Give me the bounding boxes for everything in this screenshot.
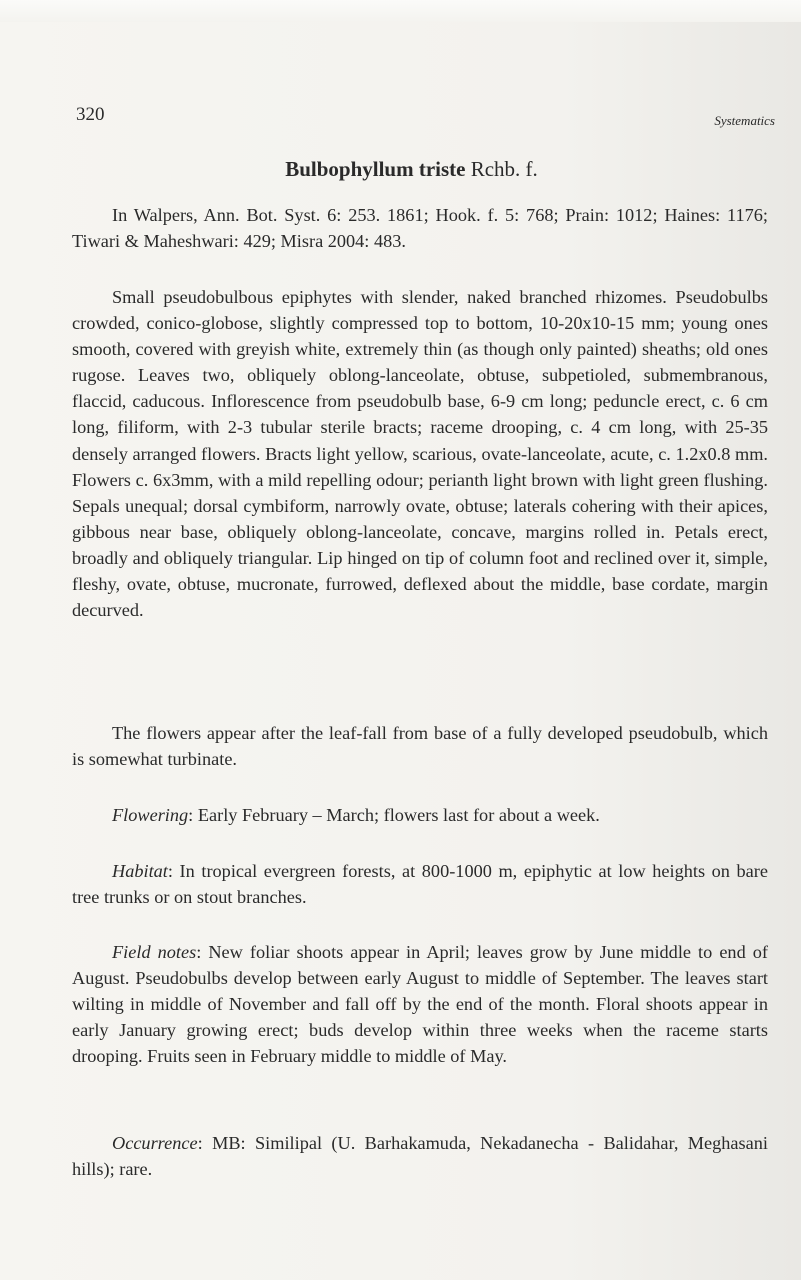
- citation-paragraph: In Walpers, Ann. Bot. Syst. 6: 253. 1861; Hook. f. 5: 768; Prain: 1012; Haines: 1176; Tiwari & Maheshwari: 429; Misra 2004: 483.: [72, 205, 768, 252]
- occurrence-text: : MB: Similipal (U. Barhakamuda, Nekadanecha - Balidahar, Meghasani hills); rare.: [72, 1133, 768, 1180]
- habitat-paragraph: [72, 858, 768, 910]
- field-notes-paragraph: [72, 939, 768, 1069]
- flowering-paragraph: [72, 802, 768, 828]
- species-authority: Rchb. f.: [465, 157, 538, 181]
- running-head: Systematics: [714, 113, 775, 128]
- page-number: 320: [76, 104, 105, 125]
- occurrence-paragraph: [72, 1130, 768, 1182]
- page-top-edge: [0, 0, 801, 22]
- field-notes-text: : New foliar shoots appear in April; leaves grow by June middle to end of August. Pseudobulbs develop between early August to middle of September. The leaves start wilting in middle of November and fall off by the end of the month. Floral shoots appear in early January growing erect; buds develop within three weeks when the raceme starts drooping. Fruits seen in February middle to middle of May.: [72, 942, 768, 1067]
- species-title: [0, 157, 801, 182]
- habitat-label: Habitat: [112, 861, 168, 881]
- field-notes-label: Field notes: [112, 942, 197, 962]
- occurrence-label: Occurrence: [112, 1133, 198, 1153]
- description-paragraph: Small pseudobulbous epiphytes with slender, naked branched rhizomes. Pseudobulbs crowded, conico-globose, slightly compressed top to bottom, 10-20x10-15 mm; young ones smooth, covered with greyish white, extremely thin (as though only painted) sheaths; old ones rugose. Leaves two, obliquely oblong-lanceolate, obtuse, subpetioled, submembranous, flaccid, caducous. Inflorescence from pseudobulb base, 6-9 cm long; peduncle erect, c. 6 cm long, filiform, with 2-3 tubular sterile bracts; raceme drooping, c. 4 cm long, with 25-35 densely arranged flowers. Bracts light yellow, scarious, ovate-lanceolate, acute, c. 1.2x0.8 mm. Flowers c. 6x3mm, with a mild repelling odour; perianth light brown with light green flushing. Sepals unequal; dorsal cymbiform, narrowly ovate, obtuse; laterals cohering with their apices, gibbous near base, obliquely oblong-lanceolate, concave, margins rolled in. Petals erect, broadly and obliquely triangular. Lip hinged on tip of column foot and reclined over it, simple, fleshy, ovate, obtuse, mucronate, furrowed, deflexed about the middle, base cordate, margin decurved.: [72, 287, 768, 621]
- remark-paragraph: The flowers appear after the leaf-fall from base of a fully developed pseudobulb, which is somewhat turbinate.: [72, 723, 768, 770]
- flowering-label: Flowering: [112, 805, 189, 825]
- habitat-text: : In tropical evergreen forests, at 800-1000 m, epiphytic at low heights on bare tree trunks or on stout branches.: [72, 861, 768, 908]
- flowering-text: : Early February – March; flowers last for about a week.: [188, 805, 600, 825]
- species-name: Bulbophyllum triste: [285, 157, 466, 181]
